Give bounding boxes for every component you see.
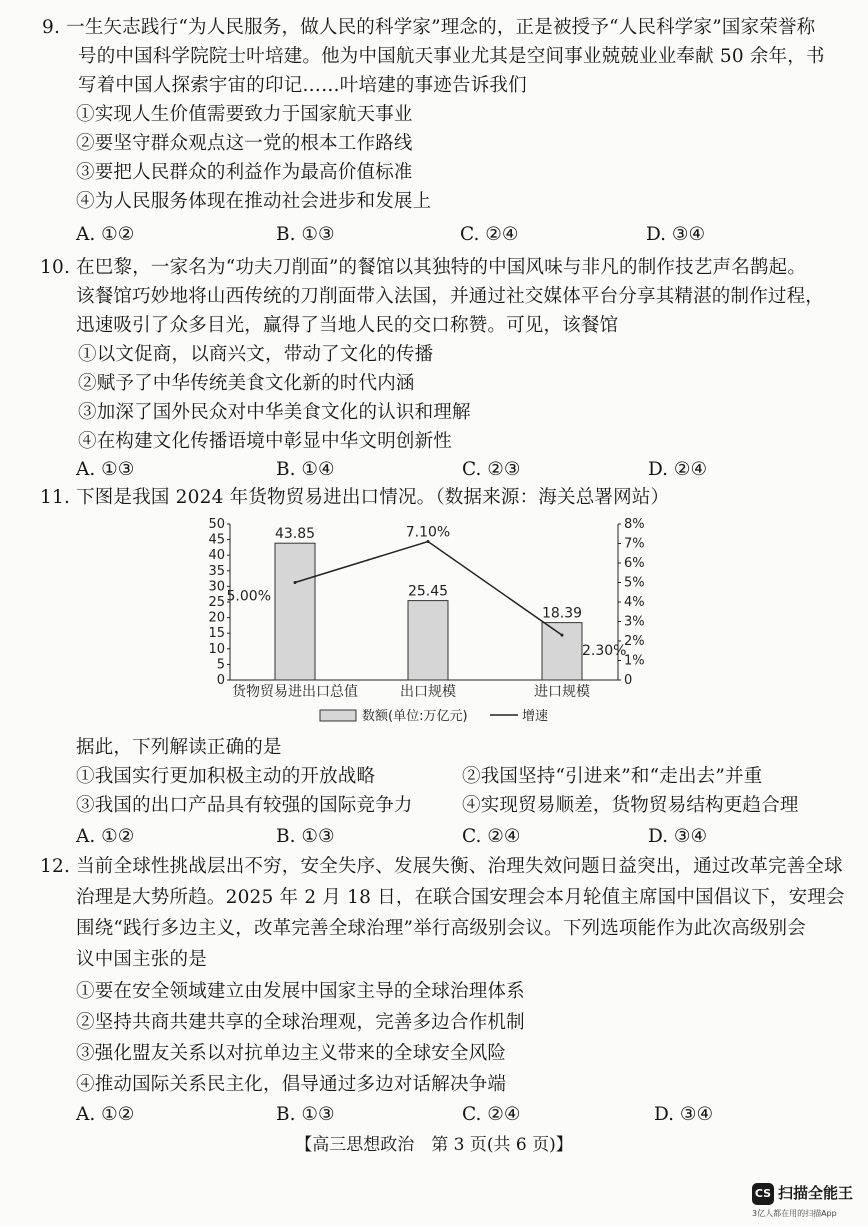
y-right-tick-label: 7% — [624, 536, 645, 552]
q10-choice-d: D. ②④ — [648, 459, 708, 480]
y-right-tick-label: 3% — [624, 614, 645, 630]
q9-choice-a: A. ①② — [76, 224, 135, 245]
bar — [408, 601, 448, 680]
y-left-tick-label: 20 — [208, 610, 225, 626]
y-right-tick-label: 2% — [624, 634, 645, 649]
q9-choice-c: C. ②④ — [460, 224, 519, 245]
q9-stem-line-1: 9. 一生矢志践行“为人民服务，做人民的科学家”理念的，正是被授予“人民科学家”国家荣誉称 — [42, 17, 816, 38]
q10-item-4: ④在构建文化传播语境中彰显中华文明创新性 — [78, 431, 453, 452]
q10-choice-c: C. ②③ — [462, 459, 521, 480]
y-right-tick-label: 4% — [624, 595, 645, 610]
q11-stem: 11. 下图是我国 2024 年货物贸易进出口情况。（数据来源：海关总署网站） — [40, 487, 670, 508]
legend-label-bar: 数额(单位:万亿元) — [362, 709, 468, 724]
q12-choice-c: C. ②④ — [462, 1104, 521, 1125]
scanner-app-name: 扫描全能王 — [778, 1184, 854, 1202]
q12-stem-line-4: 议中国主张的是 — [76, 949, 207, 970]
q12-choice-d: D. ③④ — [654, 1104, 714, 1125]
q10-item-1: ①以文促商，以商兴文，带动了文化的传播 — [78, 344, 434, 365]
q11-item-3: ③我国的出口产品具有较强的国际竞争力 — [76, 795, 413, 816]
y-right-tick-label: 1% — [624, 653, 645, 669]
bar-value-label: 18.39 — [541, 605, 583, 622]
q12-item-3: ③强化盟友关系以对抗单边主义带来的全球安全风险 — [76, 1043, 507, 1064]
category-label: 出口规模 — [400, 684, 456, 700]
q10-stem-line-3: 迅速吸引了众多目光，赢得了当地人民的交口称赞。可见，该餐馆 — [76, 315, 619, 336]
y-right-tick-label: 6% — [624, 556, 645, 571]
q11-choice-c: C. ②④ — [462, 826, 521, 847]
bar — [275, 543, 315, 680]
y-right-tick-label: 0 — [624, 673, 633, 688]
page-footer: 【高三思想政治 第 3 页(共 6 页)】 — [295, 1135, 573, 1155]
q12-stem-line-1: 12. 当前全球性挑战层出不穷，安全失序、发展失衡、治理失效问题日益突出，通过改革完善全球 — [40, 856, 843, 877]
category-label: 进口规模 — [534, 684, 590, 700]
q9-choice-b: B. ①③ — [276, 224, 335, 245]
q11-after-stem: 据此，下列解读正确的是 — [76, 737, 282, 758]
y-left-tick-label: 45 — [208, 532, 225, 548]
q9-item-4: ④为人民服务体现在推动社会进步和发展上 — [76, 191, 432, 212]
legend-swatch-bar — [320, 710, 356, 721]
q10-item-2: ②赋予了中华传统美食文化新的时代内涵 — [78, 373, 415, 394]
growth-point — [294, 581, 297, 584]
bar-value-label: 43.85 — [274, 526, 316, 543]
q9-stem-line-2: 号的中国科学院院士叶培建。他为中国航天事业尤其是空间事业兢兢业业奉献 50 余年，书 — [78, 46, 825, 67]
bar-value-label: 25.45 — [407, 583, 449, 600]
q11-choice-a: A. ①② — [76, 826, 135, 847]
q11-choice-b: B. ①③ — [276, 826, 335, 847]
scanner-watermark — [752, 1179, 864, 1223]
q9-choice-d: D. ③④ — [646, 224, 706, 245]
q12-choice-a: A. ①② — [76, 1104, 135, 1125]
y-left-tick-label: 40 — [208, 548, 225, 564]
q11-item-2: ②我国坚持“引进来”和“走出去”并重 — [462, 766, 763, 787]
y-left-tick-label: 50 — [208, 517, 225, 532]
q12-item-2: ②坚持共商共建共享的全球治理观，完善多边合作机制 — [76, 1012, 525, 1033]
q9-item-1: ①实现人生价值需要致力于国家航天事业 — [76, 104, 413, 125]
growth-point — [561, 634, 564, 637]
q12-item-1: ①要在安全领域建立由发展中国家主导的全球治理体系 — [76, 981, 525, 1002]
y-right-tick-label: 8% — [624, 517, 645, 532]
y-left-tick-label: 30 — [208, 579, 225, 595]
bar — [542, 623, 582, 680]
legend-label-line: 增速 — [522, 709, 549, 724]
q11-item-1: ①我国实行更加积极主动的开放战略 — [76, 766, 376, 787]
q10-choice-a: A. ①③ — [76, 459, 135, 480]
q10-stem-line-1: 10. 在巴黎，一家名为“功夫刀削面”的餐馆以其独特的中国风味与非凡的制作技艺声名鹊起。 — [40, 257, 807, 278]
q12-stem-line-3: 围绕“践行多边主义，改革完善全球治理”举行高级别会议。下列选项能作为此次高级别会 — [76, 918, 806, 939]
chart-bars — [275, 543, 582, 680]
q10-item-3: ③加深了国外民众对中华美食文化的认识和理解 — [78, 402, 471, 423]
growth-value-label: 2.30% — [582, 643, 627, 660]
chart-legend — [320, 708, 548, 724]
q9-item-3: ③要把人民群众的利益作为最高价值标准 — [76, 162, 413, 183]
q11-choice-d: D. ③④ — [648, 826, 708, 847]
q10-choice-b: B. ①④ — [276, 459, 335, 480]
y-left-tick-label: 35 — [208, 563, 225, 579]
growth-value-label: 7.10% — [405, 524, 451, 541]
q12-stem-line-2: 治理是大势所趋。2025 年 2 月 18 日，在联合国安理会本月轮值主席国中国倡议下，安理会 — [76, 887, 845, 908]
q11-item-4: ④实现贸易顺差，货物贸易结构更趋合理 — [462, 795, 799, 816]
scanner-logo-icon: CS — [752, 1183, 774, 1205]
category-label: 货物贸易进出口总值 — [232, 684, 358, 700]
y-left-tick-label: 10 — [208, 641, 225, 657]
q12-choice-b: B. ①③ — [276, 1104, 335, 1125]
trade-chart — [200, 512, 670, 752]
y-left-tick-label: 25 — [208, 595, 225, 610]
y-left-tick-label: 5 — [216, 657, 225, 673]
scanner-tagline: 3亿人都在用的扫描App — [752, 1209, 837, 1218]
q12-item-4: ④推动国际关系民主化，倡导通过多边对话解决争端 — [76, 1074, 507, 1095]
y-left-tick-label: 15 — [208, 626, 225, 642]
q9-stem-line-3: 写着中国人探索宇宙的印记……叶培建的事迹告诉我们 — [78, 75, 527, 96]
y-right-tick-label: 5% — [624, 575, 645, 591]
growth-value-label: 5.00% — [226, 588, 271, 605]
q9-item-2: ②要坚守群众观点这一党的根本工作路线 — [76, 133, 413, 154]
y-left-tick-label: 0 — [216, 673, 225, 688]
q10-stem-line-2: 该餐馆巧妙地将山西传统的刀削面带入法国，并通过社交媒体平台分享其精湛的制作过程， — [76, 286, 825, 307]
